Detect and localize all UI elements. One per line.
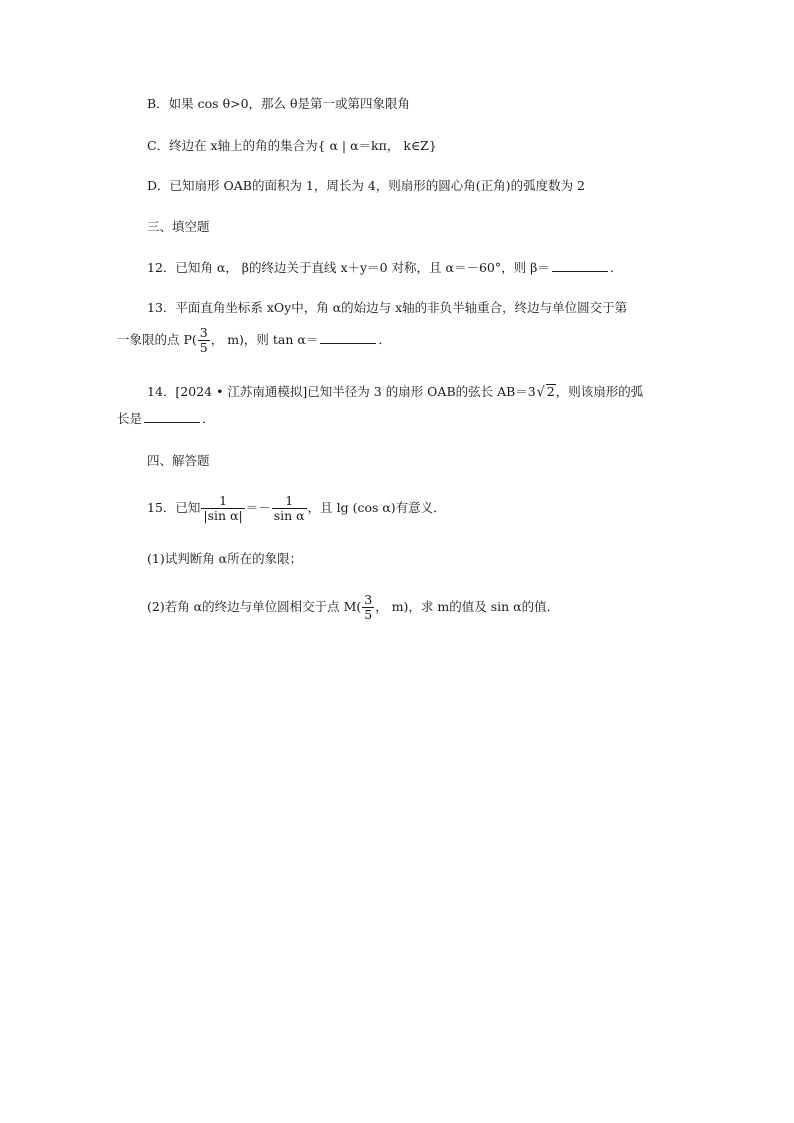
q15-part2-post: ， m)，求 m的值及 sin α的值． [375, 599, 560, 614]
question-14-line2 [117, 410, 215, 428]
section-fill-in-title: 三、填空题 [147, 219, 210, 234]
q15-fraction-1 [201, 494, 244, 523]
q13-line1-text: 13．平面直角坐标系 xOy中，角 α的始边与 x轴的非负半轴重合，终边与单位圆交于第 [147, 300, 628, 315]
question-12 [147, 259, 622, 277]
q13-end: ． [378, 332, 391, 347]
q15-part2-fraction [362, 593, 374, 622]
sqrt-symbol-icon: √ [536, 382, 545, 401]
q15-p2-den: 5 [364, 607, 373, 622]
q14-line1-pre: 14．[2024 • 江苏南通模拟]已知半径为 3 的扇形 OAB的弦长 AB＝3 [147, 384, 536, 399]
q13-frac-den: 5 [199, 340, 208, 355]
q15-pre: 15．已知 [147, 500, 201, 515]
question-15 [147, 494, 446, 523]
q12-end: ． [609, 260, 623, 275]
option-d [147, 177, 585, 195]
q14-end: ． [202, 411, 215, 426]
q15-part2-pre: (2)若角 α的终边与单位圆相交于点 M( [147, 599, 362, 614]
q12-answer-blank[interactable] [552, 259, 608, 272]
option-b [147, 95, 410, 113]
question-13-line2 [117, 326, 391, 355]
q15-f1-den: |sin α| [203, 508, 243, 523]
q14-sqrt-value: 2 [546, 384, 555, 399]
question-13-line1 [147, 299, 627, 317]
q13-line2-pre: 一象限的点 P( [117, 332, 197, 347]
q15-f2-num: 1 [285, 493, 294, 508]
section-fill-in-heading [147, 218, 210, 236]
section-answer-heading [147, 452, 210, 470]
option-c-text: C．终边在 x轴上的角的集合为{ α | α＝kπ， k∈Z} [147, 138, 437, 153]
q14-answer-blank[interactable] [144, 410, 200, 423]
q15-f1-num: 1 [219, 493, 228, 508]
q15-post: ，且 lg (cos α)有意义． [307, 500, 446, 515]
section-answer-title: 四、解答题 [147, 453, 210, 468]
option-b-text: B．如果 cos θ>0，那么 θ是第一或第四象限角 [147, 96, 411, 111]
q15-fraction-2 [272, 494, 307, 523]
q15-f2-den: sin α [273, 508, 305, 523]
option-c [147, 137, 437, 155]
q13-line2-mid: ， m)，则 tan α＝ [210, 332, 319, 347]
q13-fraction [198, 326, 210, 355]
option-d-text: D．已知扇形 OAB的面积为 1，周长为 4，则扇形的圆心角(正角)的弧度数为 2 [147, 178, 585, 193]
q13-answer-blank[interactable] [320, 331, 376, 344]
q12-text: 12．已知角 α， β的终边关于直线 x＋y＝0 对称，且 α＝－60°，则 β＝ [147, 260, 550, 275]
q15-part1-text: (1)试判断角 α所在的象限； [147, 551, 303, 566]
question-14-line1 [147, 383, 643, 401]
question-15-part2 [147, 593, 559, 622]
q14-line1-post: ，则该扇形的弧 [555, 384, 644, 399]
q14-line2-pre: 长是 [117, 411, 143, 426]
q15-p2-num: 3 [364, 592, 373, 607]
question-15-part1 [147, 550, 302, 568]
q13-frac-num: 3 [199, 325, 208, 340]
q15-mid: ＝－ [245, 500, 271, 515]
